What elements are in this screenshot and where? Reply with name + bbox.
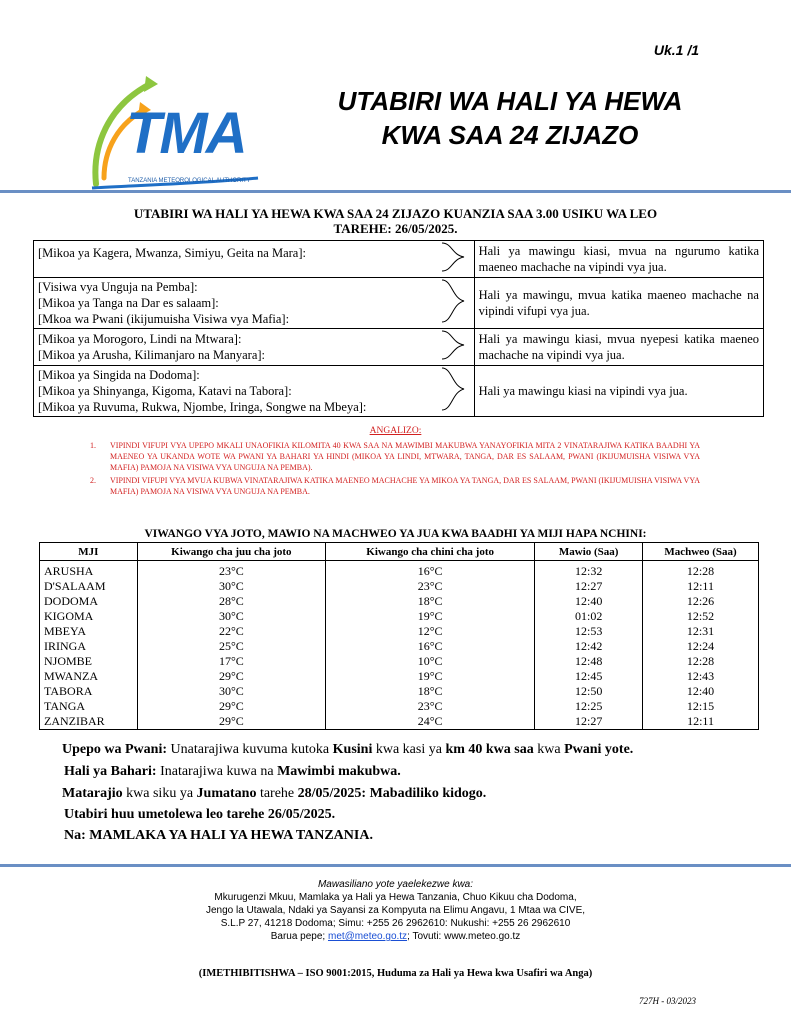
brace-icon xyxy=(433,329,474,366)
city-cell: NJOMBE xyxy=(40,654,138,669)
max-temp-cell: 30°C xyxy=(137,578,325,593)
logo-caption: TANZANIA METEOROLOGICAL AUTHORITY xyxy=(128,178,251,184)
forecast-regions xyxy=(34,366,434,417)
header-divider xyxy=(0,190,791,193)
max-temp-cell: 22°C xyxy=(137,623,325,638)
city-cell: IRINGA xyxy=(40,638,138,653)
warning-number: 1. xyxy=(90,441,96,450)
col-max-temp: Kiwango cha juu cha joto xyxy=(137,543,325,561)
temperature-row xyxy=(40,669,759,684)
issuer-line: Na: MAMLAKA YA HALI YA HEWA TANZANIA. xyxy=(64,828,373,843)
forecast-text: Hali ya mawingu kiasi na vipindi vya jua. xyxy=(474,366,763,417)
region-line: [Mkoa wa Pwani (ikijumuisha Visiwa vya Mafia]: xyxy=(38,312,290,326)
min-temp-cell: 18°C xyxy=(326,593,535,608)
sunset-cell: 12:11 xyxy=(643,578,759,593)
temperature-row xyxy=(40,684,759,699)
form-code: 727H - 03/2023 xyxy=(639,996,696,1006)
region-line: [Visiwa vya Unguja na Pemba]: xyxy=(38,280,198,294)
temperature-row xyxy=(40,714,759,730)
min-temp-cell: 12°C xyxy=(326,623,535,638)
tma-logo xyxy=(88,66,268,192)
min-temp-cell: 23°C xyxy=(326,578,535,593)
wind-speed: km 40 kwa saa xyxy=(445,742,534,757)
forecast-text: Hali ya mawingu kiasi, mvua na ngurumo katika maeneo machache na vipindi vya jua. xyxy=(474,241,763,278)
sunset-cell: 12:28 xyxy=(643,654,759,669)
forecast-regions xyxy=(34,278,434,329)
temperature-row xyxy=(40,638,759,653)
temperature-row xyxy=(40,593,759,608)
warning-item xyxy=(90,475,700,497)
max-temp-cell: 17°C xyxy=(137,654,325,669)
max-temp-cell: 28°C xyxy=(137,593,325,608)
city-cell: KIGOMA xyxy=(40,608,138,623)
email-label: Barua pepe; xyxy=(270,931,328,942)
region-line: [Mikoa ya Ruvuma, Rukwa, Njombe, Iringa, Songwe na Mbeya]: xyxy=(38,400,367,414)
outlook-day: Jumatano xyxy=(196,786,257,801)
sunset-cell: 12:28 xyxy=(643,561,759,579)
forecast-date: TAREHE: 26/05/2025. xyxy=(333,221,458,236)
col-sunrise: Mawio (Saa) xyxy=(535,543,643,561)
sea-state-line xyxy=(64,764,401,780)
warnings-list xyxy=(90,440,700,499)
email-link[interactable]: met@meteo.go.tz xyxy=(327,931,408,942)
max-temp-cell: 29°C xyxy=(137,699,325,714)
city-cell: TANGA xyxy=(40,699,138,714)
temperature-row xyxy=(40,608,759,623)
contact-title: Mawasiliano yote yaelekezwe kwa: xyxy=(317,879,474,890)
sunrise-cell: 12:53 xyxy=(535,623,643,638)
sunrise-cell: 01:02 xyxy=(535,608,643,623)
sea-label: Hali ya Bahari: xyxy=(64,764,157,779)
temperature-row xyxy=(40,699,759,714)
contact-line: Jengo la Utawala, Ndaki ya Sayansi za Kompyuta na Elimu Angavu, 1 Mtaa wa CIVE, xyxy=(205,905,586,916)
page-reference: Uk.1 /1 xyxy=(653,42,699,58)
sunset-cell: 12:24 xyxy=(643,638,759,653)
outlook-text: kwa siku ya xyxy=(122,786,197,801)
sunrise-cell: 12:27 xyxy=(535,714,643,730)
region-line: [Mikoa ya Shinyanga, Kigoma, Katavi na Tabora]: xyxy=(38,384,292,398)
max-temp-cell: 29°C xyxy=(137,669,325,684)
warnings-title: ANGALIZO: xyxy=(369,426,422,436)
logo-letters: TMA xyxy=(126,101,246,166)
city-cell: ZANZIBAR xyxy=(40,714,138,730)
contact-line: S.L.P 27, 41218 Dodoma; Simu: +255 26 2962610: Nukushi: +255 26 2962610 xyxy=(220,918,571,929)
temperature-header-row xyxy=(40,543,759,561)
sunrise-cell: 12:48 xyxy=(535,654,643,669)
wind-text: kwa kasi ya xyxy=(372,742,446,757)
page-title xyxy=(290,84,730,152)
max-temp-cell: 29°C xyxy=(137,714,325,730)
wind-direction: Kusini xyxy=(332,742,373,757)
forecast-text: Hali ya mawingu, mvua katika maeneo machache na vipindi vifupi vya jua. xyxy=(474,278,763,329)
brace-icon xyxy=(433,366,474,417)
sunrise-cell: 12:25 xyxy=(535,699,643,714)
max-temp-cell: 23°C xyxy=(137,561,325,579)
sunset-cell: 12:15 xyxy=(643,699,759,714)
brace-icon xyxy=(433,241,474,278)
sunset-cell: 12:40 xyxy=(643,684,759,699)
outlook-label: Matarajio xyxy=(62,786,123,801)
outlook-line xyxy=(62,786,486,802)
sunrise-cell: 12:32 xyxy=(535,561,643,579)
col-city: MJI xyxy=(40,543,138,561)
col-min-temp: Kiwango cha chini cha joto xyxy=(326,543,535,561)
min-temp-cell: 16°C xyxy=(326,638,535,653)
contact-block xyxy=(0,878,791,943)
region-line: [Mikoa ya Morogoro, Lindi na Mtwara]: xyxy=(38,332,242,346)
sunrise-cell: 12:45 xyxy=(535,669,643,684)
wind-text: kwa xyxy=(533,742,565,757)
forecast-row xyxy=(34,329,764,366)
temperature-table xyxy=(39,542,759,730)
outlook-date: 28/05/2025: Mabadiliko kidogo. xyxy=(297,786,487,801)
city-cell: TABORA xyxy=(40,684,138,699)
sunrise-cell: 12:27 xyxy=(535,578,643,593)
website-text: ; Tovuti: www.meteo.go.tz xyxy=(407,931,521,942)
sunset-cell: 12:43 xyxy=(643,669,759,684)
sunrise-cell: 12:42 xyxy=(535,638,643,653)
sunset-cell: 12:52 xyxy=(643,608,759,623)
certification-note: (IMETHIBITISHWA – ISO 9001:2015, Huduma za Hali ya Hewa kwa Usafiri wa Anga) xyxy=(198,968,593,979)
region-line: [Mikoa ya Tanga na Dar es salaam]: xyxy=(38,296,219,310)
city-cell: MWANZA xyxy=(40,669,138,684)
forecast-heading xyxy=(0,206,791,236)
sunset-cell: 12:31 xyxy=(643,623,759,638)
sea-state: Mawimbi makubwa. xyxy=(277,764,401,779)
region-line: [Mikoa ya Singida na Dodoma]: xyxy=(38,368,200,382)
wind-label: Upepo wa Pwani: xyxy=(62,742,168,757)
forecast-regions xyxy=(34,329,434,366)
city-cell: ARUSHA xyxy=(40,561,138,579)
col-sunset: Machweo (Saa) xyxy=(643,543,759,561)
sunrise-cell: 12:50 xyxy=(535,684,643,699)
warning-text: VIPINDI VIFUPI VYA MVUA KUBWA VINATARAJIWA KATIKA MAENEO MACHACHE YA MIKOA YA TANGA, DAR ES SALAAM, PWANI (IKIJUMUISHA VISIWA VYA MAFIA) PAMOJA NA VISIWA VYA UNGUJA NA PEMBA. xyxy=(110,476,700,496)
sunset-cell: 12:11 xyxy=(643,714,759,730)
wind-area: Pwani yote. xyxy=(564,742,634,757)
region-line: [Mikoa ya Kagera, Mwanza, Simiyu, Geita na Mara]: xyxy=(38,246,306,260)
contact-line xyxy=(0,930,791,943)
max-temp-cell: 25°C xyxy=(137,638,325,653)
sunrise-cell: 12:40 xyxy=(535,593,643,608)
min-temp-cell: 10°C xyxy=(326,654,535,669)
issued-line: Utabiri huu umetolewa leo tarehe 26/05/2025. xyxy=(64,807,336,822)
warning-item xyxy=(90,440,700,473)
brace-icon xyxy=(433,278,474,329)
forecast-table xyxy=(33,240,764,417)
outlook-text: tarehe xyxy=(256,786,298,801)
min-temp-cell: 19°C xyxy=(326,669,535,684)
max-temp-cell: 30°C xyxy=(137,608,325,623)
temperature-row xyxy=(40,578,759,593)
min-temp-cell: 18°C xyxy=(326,684,535,699)
temperature-row xyxy=(40,623,759,638)
forecast-regions xyxy=(34,241,434,278)
warning-number: 2. xyxy=(90,476,96,485)
city-cell: D'SALAAM xyxy=(40,578,138,593)
forecast-row xyxy=(34,366,764,417)
forecast-text: Hali ya mawingu kiasi, mvua nyepesi katika maeneo machache na vipindi vya jua. xyxy=(474,329,763,366)
coastal-wind-line xyxy=(62,742,633,758)
contact-line: Mkurugenzi Mkuu, Mamlaka ya Hali ya Hewa Tanzania, Chuo Kikuu cha Dodoma, xyxy=(214,892,577,903)
title-line-2: KWA SAA 24 ZIJAZO xyxy=(381,120,639,150)
city-cell: MBEYA xyxy=(40,623,138,638)
sunset-cell: 12:26 xyxy=(643,593,759,608)
city-cell: DODOMA xyxy=(40,593,138,608)
min-temp-cell: 16°C xyxy=(326,561,535,579)
region-line: [Mikoa ya Arusha, Kilimanjaro na Manyara]: xyxy=(38,348,266,362)
temperature-heading: VIWANGO VYA JOTO, MAWIO NA MACHWEO YA JUA KWA BAADHI YA MIJI HAPA NCHINI: xyxy=(144,528,647,540)
min-temp-cell: 24°C xyxy=(326,714,535,730)
temperature-row xyxy=(40,561,759,579)
max-temp-cell: 30°C xyxy=(137,684,325,699)
wind-text: Unatarajiwa kuvuma kutoka xyxy=(167,742,333,757)
warning-text: VIPINDI VIFUPI VYA UPEPO MKALI UNAOFIKIA KILOMITA 40 KWA SAA NA MAWIMBI MAKUBWA YANAYOFIKIA MITA 2 VINATARAJIWA KATIKA BAADHI YA MAENEO YA UKANDA WOTE WA PWANI YA BAHARI YA HINDI (MIKOA YA LINDI, MTWARA, TANGA, DAR ES SALAAM, PWANI (IKIJUMUISHA VISIWA VYA MAFIA) PAMOJA NA VISIWA VYA UNGUJA NA PEMBA). xyxy=(110,441,700,472)
sea-text: Inatarajiwa kuwa na xyxy=(156,764,278,779)
min-temp-cell: 23°C xyxy=(326,699,535,714)
footer-divider xyxy=(0,864,791,867)
title-line-1: UTABIRI WA HALI YA HEWA xyxy=(337,86,683,116)
forecast-row xyxy=(34,241,764,278)
min-temp-cell: 19°C xyxy=(326,608,535,623)
forecast-heading-line-1: UTABIRI WA HALI YA HEWA KWA SAA 24 ZIJAZO KUANZIA SAA 3.00 USIKU WA LEO xyxy=(133,206,658,221)
temperature-row xyxy=(40,654,759,669)
forecast-row xyxy=(34,278,764,329)
